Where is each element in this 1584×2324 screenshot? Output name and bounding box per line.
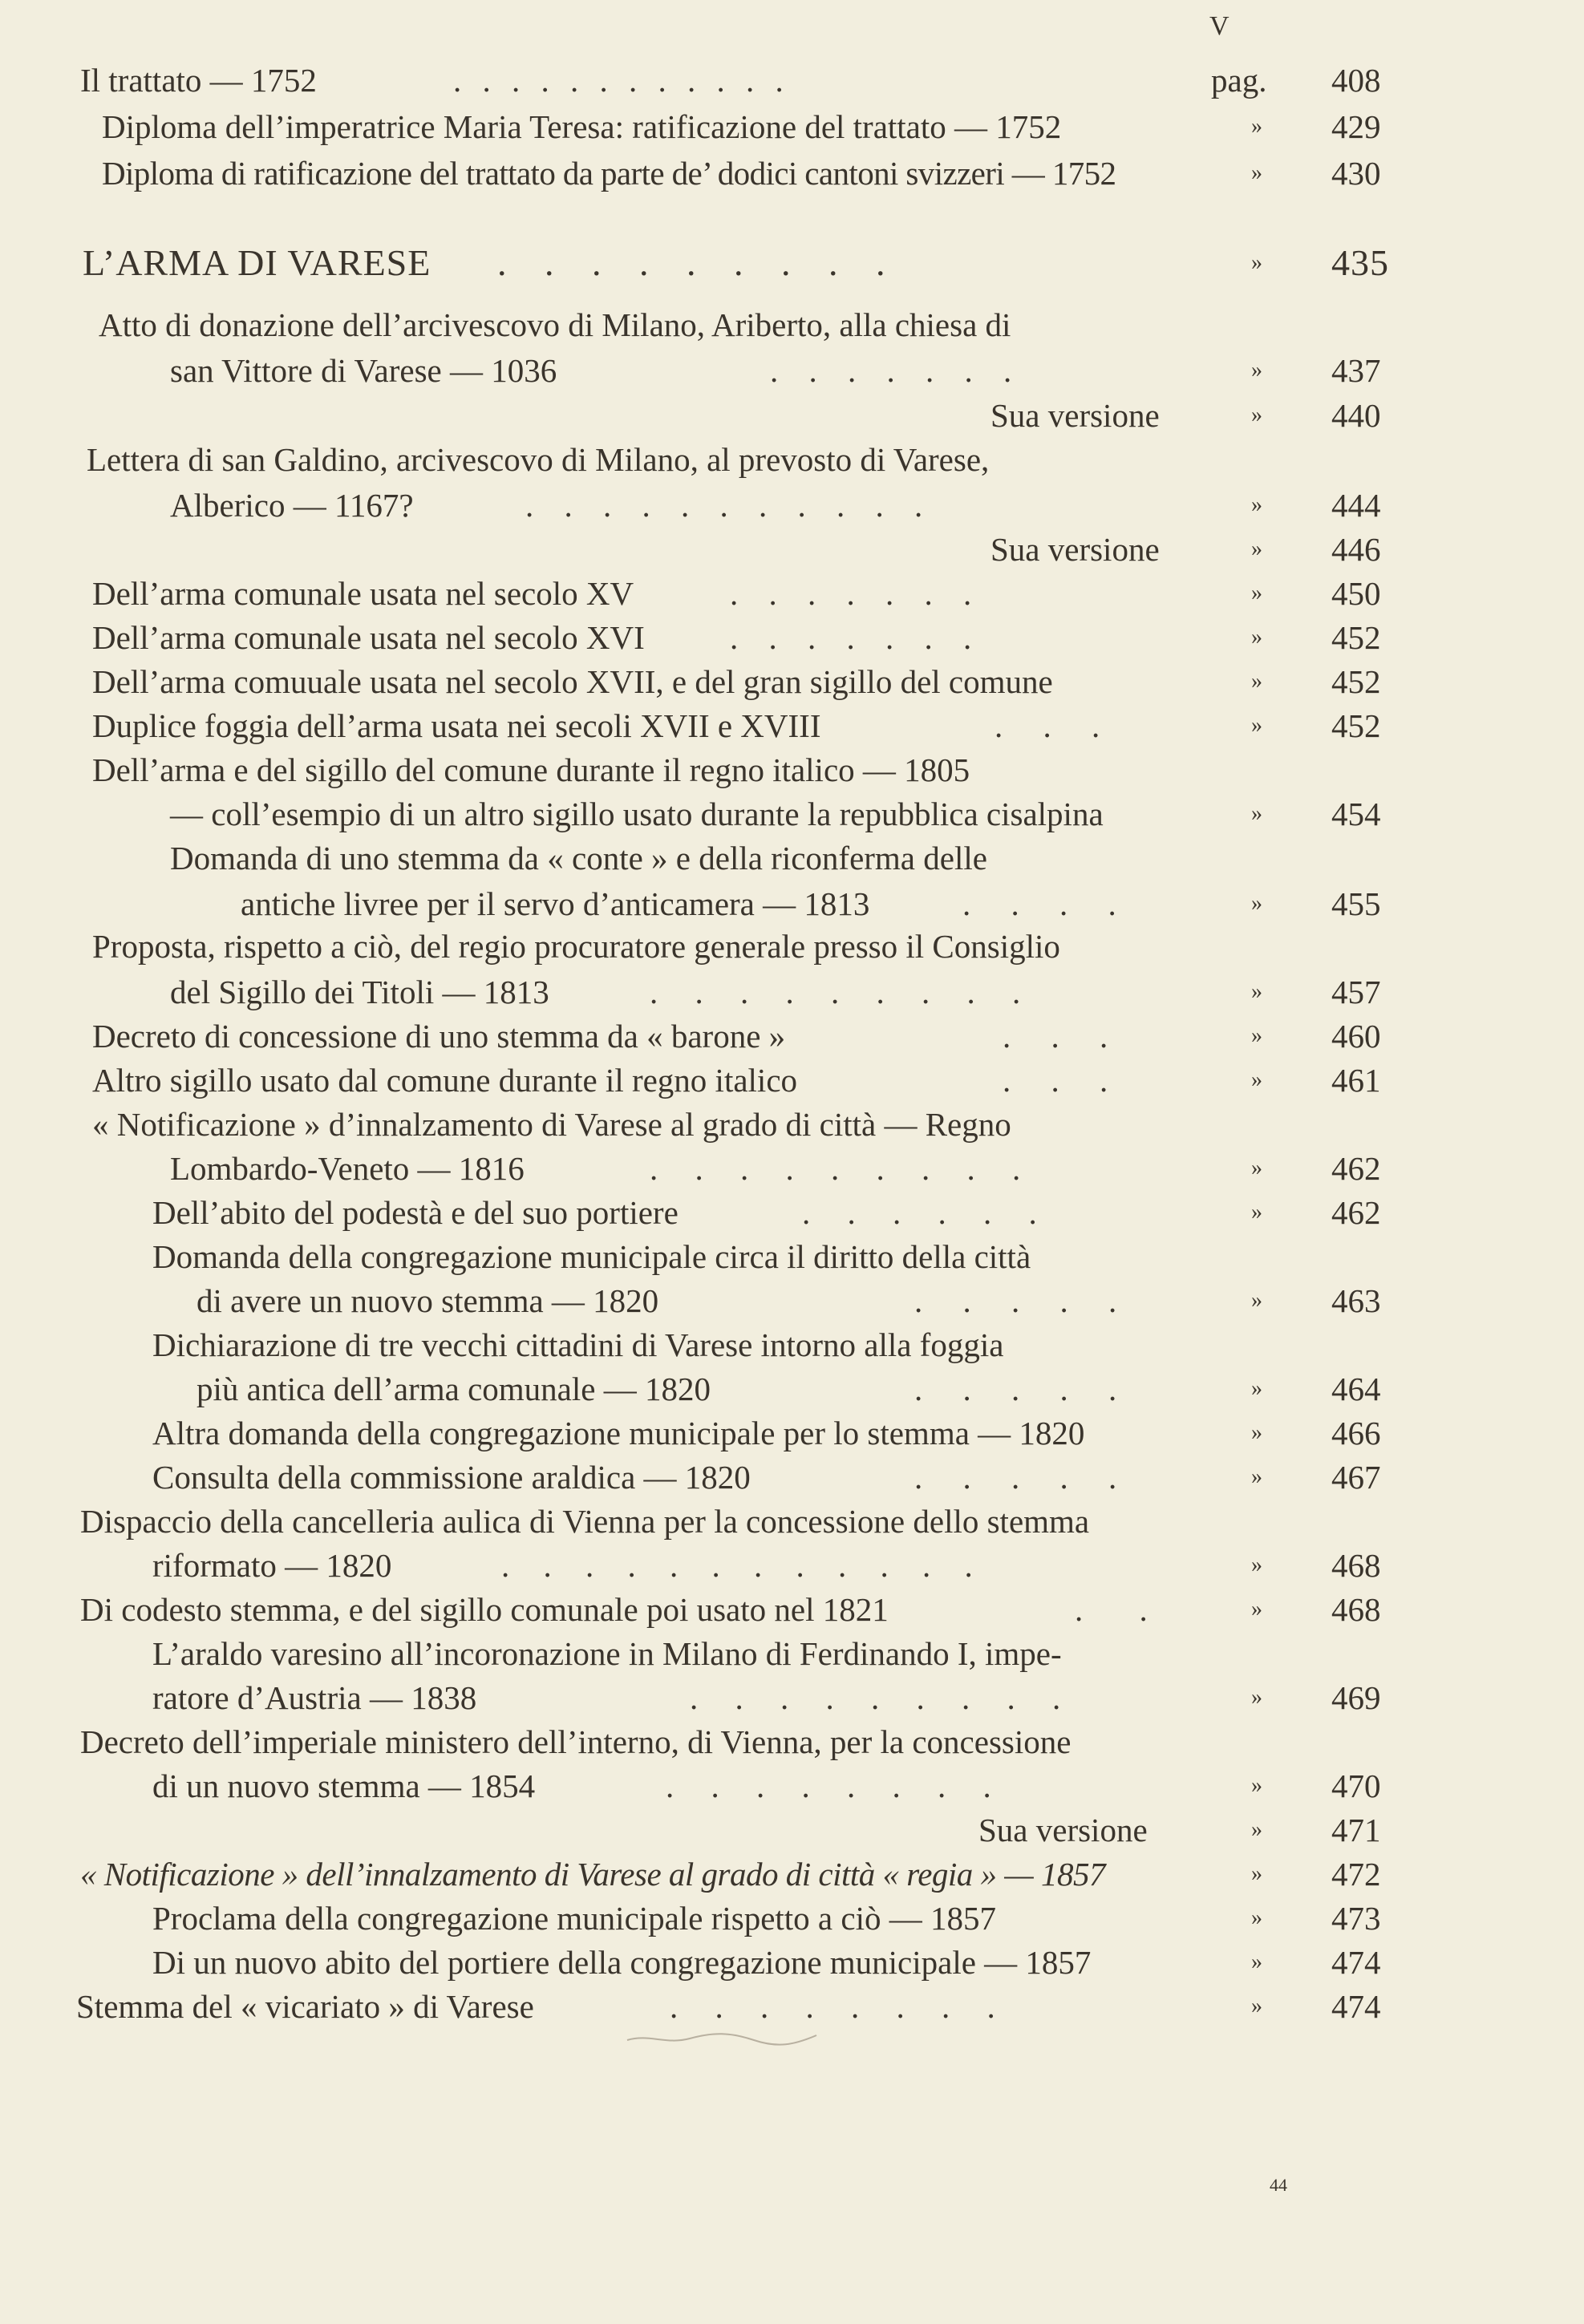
toc-entry	[0, 1718, 1584, 1766]
toc-entry-page: 429	[1331, 108, 1381, 145]
toc-entry-title: Atto di donazione dell’arcivescovo di Milano, Ariberto, alla chiesa di	[99, 306, 1011, 343]
toc-entry-page-mark: »	[1251, 358, 1262, 383]
toc-entry-leader: . . . . . . .	[730, 575, 983, 612]
toc-entry-page-mark: pag.	[1211, 62, 1267, 99]
toc-entry-title: più antica dell’arma comunale — 1820	[196, 1371, 711, 1407]
toc-entry-title: « Notificazione » d’innalzamento di Varese al grado di città — Regno	[92, 1106, 1011, 1143]
toc-entry-page-mark: »	[1251, 1861, 1262, 1886]
toc-entry-page-mark: »	[1251, 1949, 1262, 1974]
toc-entry-page: 460	[1331, 1018, 1381, 1055]
toc-entry-title: Dichiarazione di tre vecchi cittadini di Varese intorno alla foggia	[152, 1326, 1004, 1363]
toc-entry-leader: . . .	[1003, 1018, 1124, 1055]
toc-entry	[0, 1233, 1584, 1281]
toc-entry-title: di avere un nuovo stemma — 1820	[196, 1282, 659, 1319]
toc-entry	[0, 968, 1584, 1016]
toc-entry-title: Duplice foggia dell’arma usata nei secoli XVII e XVIII	[92, 707, 821, 744]
toc-entry	[0, 1056, 1584, 1104]
toc-entry-page: 468	[1331, 1591, 1381, 1628]
toc-entry	[0, 1541, 1584, 1589]
toc-entry-leader: . . . . . . .	[730, 619, 983, 656]
toc-entry-leader: . . . . .	[914, 1459, 1133, 1496]
toc-entry-title: Il trattato — 1752	[80, 62, 317, 99]
toc-entry	[0, 1453, 1584, 1501]
toc-entry	[0, 525, 1584, 573]
toc-entry	[0, 569, 1584, 617]
toc-entry-title: Sua versione	[978, 1812, 1148, 1848]
toc-entry-page-mark: »	[1251, 160, 1262, 185]
toc-entry	[0, 834, 1584, 882]
toc-entry-page-mark: »	[1251, 669, 1262, 694]
toc-entry-title: Alberico — 1167?	[170, 487, 414, 524]
toc-entry-title: Altro sigillo usato dal comune durante il regno italico	[92, 1062, 798, 1099]
toc-entry	[0, 1365, 1584, 1413]
toc-entry-page-mark: »	[1251, 1023, 1262, 1048]
toc-entry	[0, 1585, 1584, 1634]
section-heading-title: L’ARMA DI VARESE	[83, 242, 431, 283]
toc-entry-leader: . . . .	[962, 885, 1132, 922]
toc-entry-page-mark: »	[1251, 1376, 1262, 1401]
toc-entry-page-mark: »	[1251, 1597, 1262, 1622]
toc-entry	[0, 1277, 1584, 1325]
toc-entry-title: Di codesto stemma, e del sigillo comunale poi usato nel 1821	[80, 1591, 889, 1628]
toc-entry-page: 470	[1331, 1767, 1381, 1804]
toc-entry-page: 468	[1331, 1547, 1381, 1584]
toc-entry	[0, 1762, 1584, 1810]
toc-entry-page: 457	[1331, 974, 1381, 1010]
toc-entry-page-mark: »	[1251, 801, 1262, 826]
toc-entry-page-mark: »	[1251, 1067, 1262, 1092]
toc-entry-page-mark: »	[1251, 979, 1262, 1004]
toc-entry-title: Dell’arma e del sigillo del comune durante il regno italico — 1805	[92, 751, 970, 788]
toc-entry-title: Stemma del « vicariato » di Varese	[76, 1988, 534, 2025]
toc-entry-title: ratore d’Austria — 1838	[152, 1679, 477, 1716]
toc-entry-page: 444	[1331, 487, 1381, 524]
toc-entry-page-mark: »	[1251, 250, 1263, 275]
toc-entry-title: san Vittore di Varese — 1036	[170, 352, 557, 389]
toc-entry-page-mark: »	[1251, 581, 1262, 605]
toc-entry-page: 472	[1331, 1856, 1381, 1893]
toc-entry-page: 452	[1331, 707, 1381, 744]
toc-entry-title: Proposta, rispetto a ciò, del regio procuratore generale presso il Consiglio	[92, 928, 1060, 965]
toc-entry-leader: . . .	[995, 707, 1116, 744]
toc-entry-title: Consulta della commissione araldica — 1820	[152, 1459, 751, 1496]
toc-entry-page: 454	[1331, 796, 1381, 832]
toc-entry	[0, 1409, 1584, 1457]
toc-entry-page: 430	[1331, 155, 1381, 192]
section-heading	[0, 239, 1584, 287]
toc-entry	[0, 790, 1584, 838]
toc-entry	[0, 1630, 1584, 1678]
page-number: V	[1209, 11, 1230, 41]
toc-entry	[0, 346, 1584, 395]
toc-entry	[0, 1144, 1584, 1192]
toc-entry-page: 462	[1331, 1150, 1381, 1187]
toc-entry	[0, 880, 1584, 928]
toc-entry-title: Domanda di uno stemma da « conte » e della riconferma delle	[170, 840, 987, 877]
ornament-flourish	[626, 2029, 818, 2048]
toc-entry-leader: . . . . . . . . . . . .	[453, 62, 790, 99]
toc-entry	[0, 702, 1584, 750]
toc-entry-title: L’araldo varesino all’incoronazione in Milano di Ferdinando I, impe-	[152, 1635, 1062, 1672]
toc-entry	[0, 391, 1584, 439]
toc-entry-page-mark: »	[1251, 1817, 1262, 1842]
toc-entry-page-mark: »	[1251, 1994, 1262, 2018]
toc-entry-title: Lombardo-Veneto — 1816	[170, 1150, 525, 1187]
toc-entry-leader: . . . . .	[914, 1282, 1133, 1319]
toc-entry-page-mark: »	[1251, 1420, 1262, 1445]
toc-entry-page-mark: »	[1251, 1773, 1262, 1798]
toc-entry-page: 461	[1331, 1062, 1381, 1099]
toc-entry-page: 446	[1331, 531, 1381, 568]
toc-entry-page: 474	[1331, 1944, 1381, 1981]
toc-entry-title: Proclama della congregazione municipale rispetto a ciò — 1857	[152, 1900, 996, 1937]
toc-entry-page: 450	[1331, 575, 1381, 612]
toc-entry-title: Altra domanda della congregazione municipale per lo stemma — 1820	[152, 1415, 1085, 1451]
toc-entry	[0, 613, 1584, 662]
toc-entry-leader: . . . . . . .	[770, 352, 1023, 389]
toc-entry-page-mark: »	[1251, 403, 1262, 427]
toc-entry	[0, 435, 1584, 484]
toc-entry	[0, 103, 1584, 151]
toc-entry-leader: . . . . . . . . .	[497, 242, 900, 283]
toc-entry-title: antiche livree per il servo d’anticamera — 1813	[241, 885, 870, 922]
toc-entry-page-mark: »	[1251, 891, 1262, 916]
toc-entry-page: 469	[1331, 1679, 1381, 1716]
toc-entry-page-mark: »	[1251, 1905, 1262, 1930]
toc-entry-page: 466	[1331, 1415, 1381, 1451]
toc-entry	[0, 1806, 1584, 1854]
toc-entry-title: del Sigillo dei Titoli — 1813	[170, 974, 549, 1010]
toc-entry	[0, 1012, 1584, 1060]
toc-entry-title: Sua versione	[991, 531, 1160, 568]
toc-entry	[0, 746, 1584, 794]
toc-entry-leader: . . . . . . . . .	[690, 1679, 1076, 1716]
toc-entry	[0, 1100, 1584, 1148]
toc-entry	[0, 922, 1584, 970]
toc-entry-page: 467	[1331, 1459, 1381, 1496]
toc-entry-title: Diploma di ratificazione del trattato da parte de’ dodici cantoni svizzeri — 1752	[102, 155, 1116, 192]
toc-entry-leader: . . . . . . . . .	[650, 974, 1035, 1010]
toc-entry	[0, 1894, 1584, 1942]
toc-entry-page: 464	[1331, 1371, 1381, 1407]
toc-entry-title: riformato — 1820	[152, 1547, 392, 1584]
toc-entry-title: Domanda della congregazione municipale circa il diritto della città	[152, 1238, 1031, 1275]
toc-entry	[0, 1850, 1584, 1898]
toc-entry-leader: . .	[1075, 1591, 1172, 1628]
toc-entry-page: 474	[1331, 1988, 1381, 2025]
toc-entry-page-mark: »	[1251, 1464, 1262, 1489]
toc-entry-page: 452	[1331, 663, 1381, 700]
toc-entry-title: — coll’esempio di un altro sigillo usato durante la repubblica cisalpina	[170, 796, 1104, 832]
toc-entry	[0, 658, 1584, 706]
toc-entry	[0, 301, 1584, 349]
toc-entry-page-mark: »	[1251, 1156, 1262, 1180]
toc-entry-title: Dell’arma comunale usata nel secolo XV	[92, 575, 634, 612]
toc-entry-title: Decreto dell’imperiale ministero dell’interno, di Vienna, per la concessione	[80, 1723, 1072, 1760]
toc-entry-page: 463	[1331, 1282, 1381, 1319]
toc-entry-page-mark: »	[1251, 114, 1262, 139]
toc-entry-leader: . . . . . . . . .	[650, 1150, 1035, 1187]
toc-entry-title: Lettera di san Galdino, arcivescovo di Milano, al prevosto di Varese,	[87, 441, 990, 478]
toc-entry-title: Dell’abito del podestà e del suo portiere	[152, 1194, 679, 1231]
toc-entry-page: 440	[1331, 397, 1381, 434]
toc-entry-page-mark: »	[1251, 1288, 1262, 1313]
toc-entry-page: 473	[1331, 1900, 1381, 1937]
toc-entry-page: 437	[1331, 352, 1381, 389]
toc-entry-leader: . . .	[1003, 1062, 1124, 1099]
toc-entry-page: 455	[1331, 885, 1381, 922]
toc-entry	[0, 1674, 1584, 1722]
toc-entry-page-mark: »	[1251, 1553, 1262, 1577]
toc-entry-page: 471	[1331, 1812, 1381, 1848]
toc-entry-page-mark: »	[1251, 536, 1262, 561]
toc-entry-title: « Notificazione » dell’innalzamento di Varese al grado di città « regia » — 1857	[80, 1856, 1105, 1893]
toc-entry-page-mark: »	[1251, 625, 1262, 650]
toc-entry-page: 452	[1331, 619, 1381, 656]
toc-entry-leader: . . . . . . . . . . .	[525, 487, 934, 524]
toc-entry-page-mark: »	[1251, 1685, 1262, 1710]
toc-entry-leader: . . . . . . . .	[666, 1767, 1006, 1804]
toc-entry-leader: . . . . . .	[802, 1194, 1051, 1231]
toc-entry	[0, 1497, 1584, 1545]
toc-entry-page-mark: »	[1251, 713, 1262, 738]
toc-entry-title: di un nuovo stemma — 1854	[152, 1767, 536, 1804]
toc-entry-title: Sua versione	[991, 397, 1160, 434]
toc-entry-title: Diploma dell’imperatrice Maria Teresa: ratificazione del trattato — 1752	[102, 108, 1062, 145]
toc-entry	[0, 481, 1584, 529]
toc-entry	[0, 1938, 1584, 1986]
toc-entry-title: Dispaccio della cancelleria aulica di Vienna per la concessione dello stemma	[80, 1503, 1090, 1540]
toc-entry	[0, 1321, 1584, 1369]
toc-entry-page-mark: »	[1251, 1200, 1262, 1225]
toc-entry-page: 435	[1331, 242, 1389, 283]
toc-entry	[0, 1188, 1584, 1237]
toc-entry	[0, 1982, 1584, 2030]
toc-entry-page: 408	[1331, 62, 1381, 99]
toc-entry-leader: . . . . . . . .	[670, 1988, 1010, 2025]
toc-entry-title: Di un nuovo abito del portiere della congregazione municipale — 1857	[152, 1944, 1092, 1981]
toc-entry-title: Decreto di concessione di uno stemma da « barone »	[92, 1018, 786, 1055]
toc-entry-leader: . . . . .	[914, 1371, 1133, 1407]
toc-entry-title: Dell’arma comunale usata nel secolo XVI	[92, 619, 645, 656]
toc-entry-leader: . . . . . . . . . . . .	[501, 1547, 986, 1584]
toc-entry-page-mark: »	[1251, 492, 1262, 517]
toc-entry	[0, 56, 1584, 104]
toc-entry-title: Dell’arma comuuale usata nel secolo XVII, e del gran sigillo del comune	[92, 663, 1053, 700]
toc-entry-page: 462	[1331, 1194, 1381, 1231]
toc-entry	[0, 149, 1584, 197]
folio-number: 44	[1270, 2175, 1287, 2195]
